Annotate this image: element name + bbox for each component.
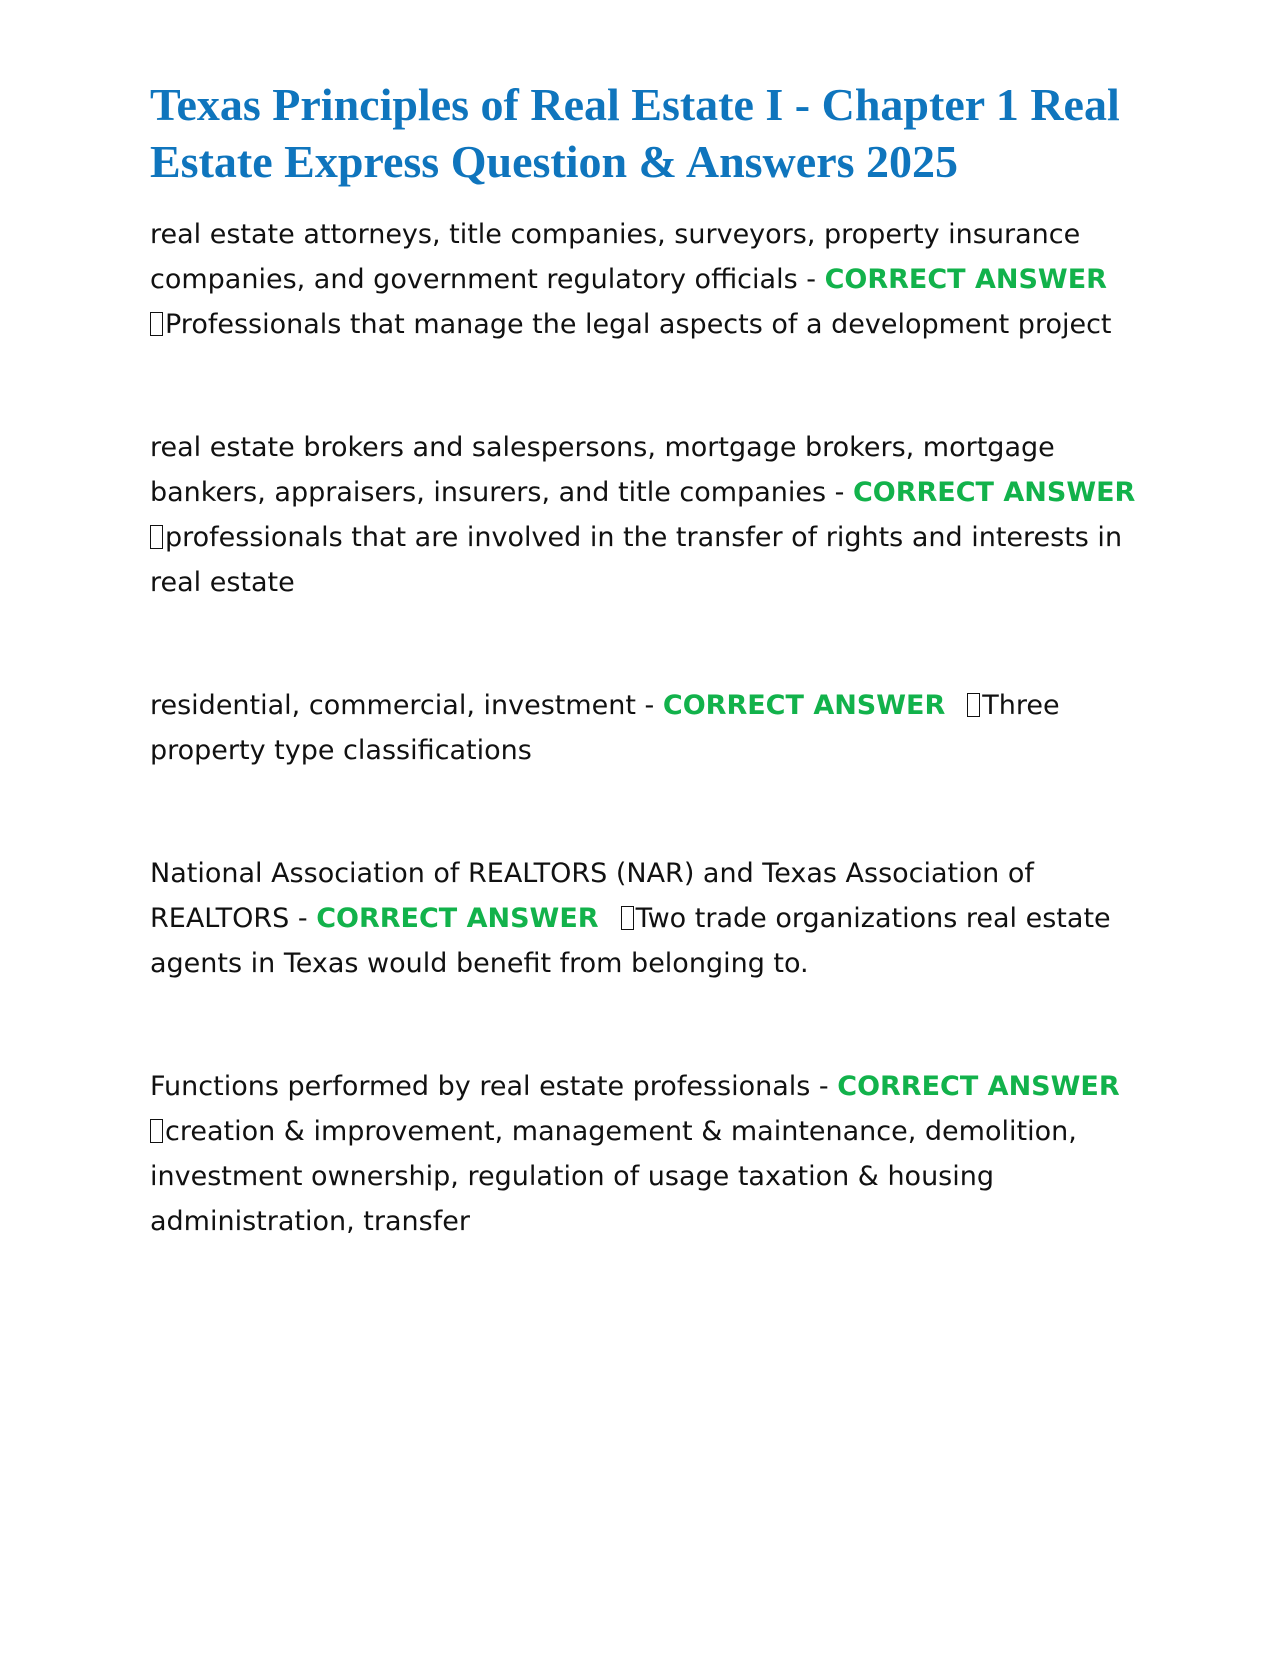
- correct-answer-label: CORRECT ANSWER: [662, 690, 946, 721]
- answer-text: professionals that are involved in the transfer of rights and interests in real estate: [150, 522, 1123, 598]
- answer-text: Professionals that manage the legal aspects of a development project: [165, 309, 1112, 340]
- document-title: Texas Principles of Real Estate I - Chapter 1 Real Estate Express Question & Answers 2025: [150, 79, 1120, 187]
- separator: -: [810, 1071, 838, 1102]
- qa-item-5: [150, 1064, 1140, 1244]
- document-page: [150, 76, 1140, 1244]
- missing-glyph-icon: [621, 906, 634, 930]
- correct-answer-label: CORRECT ANSWER: [852, 477, 1136, 508]
- missing-glyph-icon: [150, 1119, 163, 1143]
- question-text: Functions performed by real estate professionals: [150, 1071, 811, 1102]
- missing-glyph-icon: [150, 525, 163, 549]
- separator: -: [635, 690, 663, 721]
- correct-answer-label: CORRECT ANSWER: [316, 903, 599, 934]
- correct-answer-label: CORRECT ANSWER: [824, 264, 1107, 295]
- answer-text: Three property type classifications: [150, 690, 1060, 766]
- correct-answer-label: CORRECT ANSWER: [837, 1071, 1120, 1102]
- separator: -: [289, 903, 317, 934]
- question-text: real estate brokers and salespersons, mortgage brokers, mortgage bankers, appraisers, insurers, and title companies: [150, 432, 1055, 508]
- qa-item-4: [150, 851, 1140, 986]
- missing-glyph-icon: [967, 693, 980, 717]
- answer-text: Two trade organizations real estate agents in Texas would benefit from belonging to.: [150, 903, 1111, 979]
- qa-item-2: [150, 425, 1140, 605]
- missing-glyph-icon: [150, 312, 163, 336]
- qa-item-1: [150, 212, 1140, 347]
- answer-text: creation & improvement, management & maintenance, demolition, investment ownership, regulation of usage taxation & housing administration, transfer: [150, 1116, 1077, 1237]
- question-text: National Association of REALTORS (NAR) and Texas Association of REALTORS: [150, 858, 1034, 934]
- separator: -: [826, 477, 853, 508]
- separator: -: [797, 264, 825, 295]
- question-text: real estate attorneys, title companies, surveyors, property insurance companies, and government regulatory officials: [150, 219, 1081, 295]
- qa-item-3: [150, 683, 1140, 773]
- question-text: residential, commercial, investment: [150, 690, 636, 721]
